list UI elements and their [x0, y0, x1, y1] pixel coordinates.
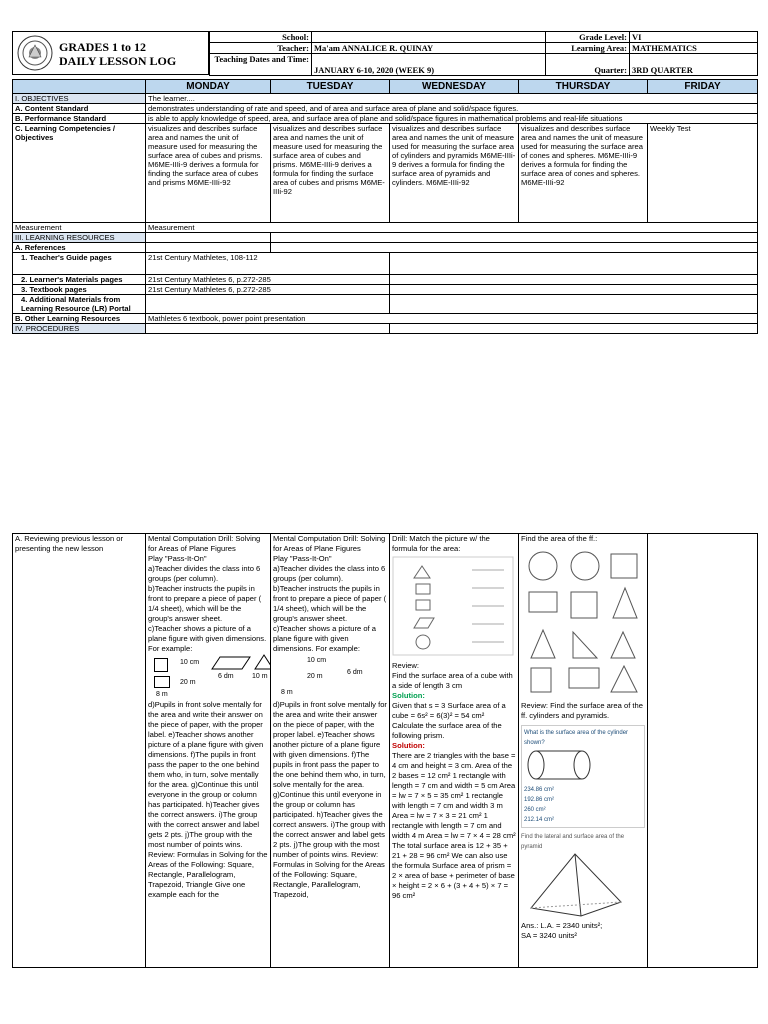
cylinder-icon [524, 748, 594, 782]
mon-figures [148, 654, 268, 700]
teacher-label: Teacher: [210, 43, 312, 54]
content-standard-label: A. Content Standard [13, 104, 146, 114]
grade-value: VI [630, 32, 758, 43]
day-header-blank [13, 80, 146, 94]
wed-body-3: There are 2 triangles with the base = 4 cm and height = 3 cm. Area of the 2 bases = 12 cm² 1 rectangle with length = 7 cm and width = 5 cm Area = lw = 7 × 5 = 35 cm² 1 rectangle with length = 7 cm and width 3 m Area = lw = 7 × 3 = 21 cm² 1 rectangle with length = 7 cm and width 4 m Area = lw = 7 × 4 = 28 cm² The total surface area is 12 + 35 + 21 + 28 = 96 cm² We can also use the formula Surface area of prism = 2 × area of base + perimeter of base × height = 2 × 6 + (3 + 4 + 5) × 7 = 96 cm² [392, 751, 516, 900]
wed-solution-label: Solution: [392, 691, 425, 700]
mon-line-5: c)Teacher shows a picture of a plane figure with given dimensions. For example: [148, 624, 267, 653]
fig-label-8m-tue: 8 m [281, 689, 293, 696]
resources-label: III. LEARNING RESOURCES [13, 233, 146, 243]
match-picture-worksheet [392, 556, 514, 656]
content-standard-value: demonstrates understanding of rate and speed, and of area and surface area of plane and solid/space figures. [146, 104, 758, 114]
reviewing-label: A. Reviewing previous lesson or presenting the new lesson [13, 534, 146, 968]
fig-label-10cm: 10 cm [180, 659, 200, 666]
tuesday-procedure [271, 534, 390, 968]
area-label: Learning Area: [546, 43, 630, 54]
thu-ans-1: Ans.: L.A. = 2340 units²; [521, 921, 603, 930]
fig-label-6dm: 6 dm [218, 673, 234, 680]
tue-line-3: a)Teacher divides the class into 6 groups (per column). [273, 564, 386, 583]
lesson-log-table [12, 79, 758, 334]
procedures-label: IV. PROCEDURES [13, 324, 146, 334]
teacher-value: Ma'am ANNALICE R. QUINAY [312, 43, 546, 54]
thu-opt-d: 212.14 cm² [524, 817, 555, 823]
day-header-monday: MONDAY [146, 80, 271, 94]
thu-review: Review: Find the surface area of the ff. cylinders and pyramids. [521, 701, 643, 720]
square-icon [154, 658, 168, 672]
dates-value: JANUARY 6-10, 2020 (WEEK 9) [312, 54, 546, 76]
day-header-thursday: THURSDAY [519, 80, 648, 94]
references-label: A. References [13, 243, 146, 253]
tue-figures [273, 654, 387, 700]
lr-portal-label: 4. Additional Materials from Learning Resource (LR) Portal [13, 295, 146, 314]
other-resources-value: Mathletes 6 textbook, power point presentation [146, 314, 758, 324]
tue-line-2: Play "Pass-It-On" [273, 554, 332, 563]
objectives-label: I. OBJECTIVES [13, 94, 146, 104]
thu-q2: Find the lateral and surface area of the pyramid [521, 834, 625, 850]
day-header-wednesday: WEDNESDAY [390, 80, 519, 94]
thursday-procedure [519, 534, 648, 968]
rectangle-icon [154, 676, 170, 688]
title-line-2: DAILY LESSON LOG [59, 54, 177, 68]
triangle-icon [254, 654, 271, 670]
teachers-guide-value: 21st Century Mathletes, 108-112 [146, 253, 390, 275]
learners-materials-value: 21st Century Mathletes 6, p.272-285 [146, 275, 390, 285]
title-line-1: GRADES 1 to 12 [59, 40, 147, 54]
mon-line-2: Play "Pass-It-On" [148, 554, 207, 563]
wed-top: Drill: Match the picture w/ the formula for the area: [392, 534, 490, 553]
competencies-friday: Weekly Test [648, 124, 758, 223]
thu-ans-2: SA = 3240 units² [521, 931, 577, 940]
school-label: School: [210, 32, 312, 43]
cylinder-question-box [521, 725, 645, 828]
fig-label-20m-tue: 20 m [307, 673, 323, 680]
competencies-wednesday: visualizes and describes surface area and names the unit of measure used for measuring the surface area of cylinders and pyramids M6ME-IIIi-9 derives a formula for finding the surface area of pyramids and cylinders. M6ME-IIIi-92 [390, 124, 519, 223]
mon-line-3: a)Teacher divides the class into 6 groups (per column). [148, 564, 261, 583]
wednesday-procedure [390, 534, 519, 968]
performance-standard-value: is able to apply knowledge of speed, area, and surface area of plane and solid/space figures in mathematical problems and real-life situations [146, 114, 758, 124]
performance-standard-label: B. Performance Standard [13, 114, 146, 124]
quarter-label: Quarter: [546, 54, 630, 76]
wed-body: Find the surface area of a cube with a side of length 3 cm [392, 671, 513, 690]
dates-label: Teaching Dates and Time: [210, 54, 312, 76]
wed-solution-label-2: Solution: [392, 741, 425, 750]
grade-label: Grade Level: [546, 32, 630, 43]
day-header-friday: FRIDAY [648, 80, 758, 94]
wed-body-2: Given that s = 3 Surface area of a cube = 6s² = 6(3)² = 54 cm² Calculate the surface area of the following prism. [392, 701, 506, 740]
thu-opt-c: 260 cm² [524, 807, 546, 813]
competencies-tuesday: visualizes and describes surface area and names the unit of measure used for measuring the surface area of cubes and prisms. M6ME-IIIi-9 derives a formula for finding the surface area of cubes and prisms M6ME-IIIi-92 [271, 124, 390, 223]
objectives-value: The learner.... [146, 94, 758, 104]
area-value: MATHEMATICS [630, 43, 758, 54]
competencies-thursday: visualizes and describes surface area and names the unit of measure used for measuring the surface area of cones and spheres. M6ME-IIIi-9 derives a formula for finding the surface area of cones and spheres. M6ME-IIIi-92 [519, 124, 648, 223]
tue-line-5: c)Teacher shows a picture of a plane figure with given dimensions. For example: [273, 624, 376, 653]
thu-opt-b: 192.86 cm² [524, 797, 555, 803]
deped-seal-icon [17, 35, 53, 71]
textbook-label: 3. Textbook pages [13, 285, 146, 295]
day-header-tuesday: TUESDAY [271, 80, 390, 94]
pyramid-icon [521, 852, 631, 918]
tue-after: d)Pupils in front solve mentally for the area and write their answer on the piece of paper, with the proper label. e)Teacher shows another picture of a plane figure with given dimensions. f)The pupils in front pass the paper to the one behind them who, in turn, solve mentally for the area. g)Continue this until everyone in the group or column has participated. h)Teacher gives the correct answers. i)The group with the correct answer and label gets 2 pts. j)The group with the most number of points wins. Review: Formulas in Solving for the Areas of the Following: Square, Rectangle, Parallelogram, Trapezoid, [273, 700, 387, 899]
header-info-table [209, 31, 758, 76]
area-shapes-worksheet [521, 546, 645, 696]
thu-q1: What is the surface area of the cylinder shown? [524, 730, 629, 746]
other-resources-label: B. Other Learning Resources [13, 314, 146, 324]
measurement-label: Measurement [13, 223, 146, 233]
fig-label-20m: 20 m [180, 679, 196, 686]
fig-label-8m: 8 m [156, 691, 168, 698]
parallelogram-icon [208, 656, 252, 670]
mon-after: d)Pupils in front solve mentally for the area and write their answer on the piece of paper, with the proper label. e)Teacher shows another picture of a plane figure with given dimensions. f)The pupils in front pass the paper to the one behind them who, in turn, solve mentally for the area. g)Continue this until everyone in the group or column has participated. h)Teacher gives the correct answers. i)The group with the correct answer and label gets 2 pts. j)The group with the most number of points wins. Review: Formulas in Solving for the Areas of the Following: Square, Rectangle, Parallelogram, Trapezoid, Triangle Give one example each for the [148, 700, 268, 899]
fig-label-6dm-tue: 6 dm [347, 669, 363, 676]
measurement-value: Measurement [146, 223, 758, 233]
mon-line-4: b)Teacher instructs the pupils in front to prepare a piece of paper ( 1/4 sheet), which will be the group's answer sheet. [148, 584, 262, 623]
competencies-monday: visualizes and describes surface area and names the unit of measure used for measuring the surface area of cubes and prisms. M6ME-IIIi-9 derives a formula for finding the surface area of cubes and prisms M6ME-IIIi-92 [146, 124, 271, 223]
monday-procedure [146, 534, 271, 968]
wed-review: Review: [392, 661, 420, 670]
learners-materials-label: 2. Learner's Materials pages [13, 275, 146, 285]
teachers-guide-label: 1. Teacher's Guide pages [13, 253, 146, 275]
procedures-table [12, 533, 758, 968]
fig-label-10cm-tue: 10 cm [307, 657, 327, 664]
friday-procedure [648, 534, 758, 968]
mon-line-1: Mental Computation Drill: Solving for Areas of Plane Figures [148, 534, 261, 553]
quarter-value: 3RD QUARTER [630, 54, 758, 76]
tue-line-1: Mental Computation Drill: Solving for Areas of Plane Figures [273, 534, 386, 553]
school-value [312, 32, 546, 43]
textbook-value: 21st Century Mathletes 6, p.272-285 [146, 285, 390, 295]
tue-line-4: b)Teacher instructs the pupils in front to prepare a piece of paper ( 1/4 sheet), which will be the group's answer sheet. [273, 584, 387, 623]
header-logo-box [12, 31, 209, 75]
thu-opt-a: 234.86 cm² [524, 787, 555, 793]
thu-top: Find the area of the ff.: [521, 534, 598, 543]
competencies-label: C. Learning Competencies / Objectives [13, 124, 146, 223]
fig-label-10m: 10 m [252, 673, 268, 680]
